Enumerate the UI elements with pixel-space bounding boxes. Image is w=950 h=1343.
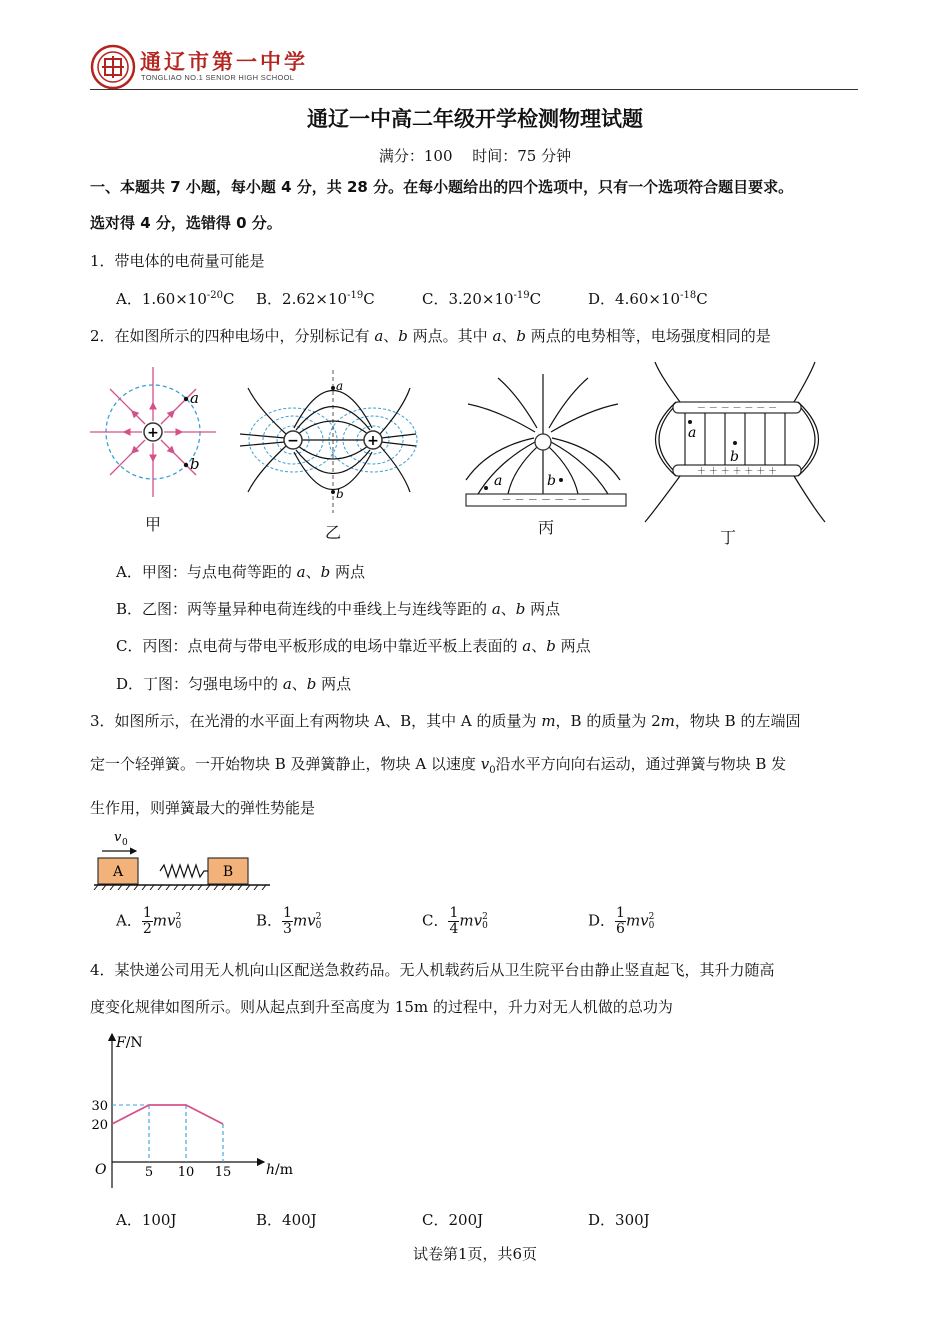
figure-label-jia: 甲: [145, 515, 162, 534]
svg-text:a: a: [336, 379, 344, 393]
svg-text:b: b: [336, 487, 344, 501]
school-name-en: TONGLIAO NO.1 SENIOR HIGH SCHOOL: [141, 73, 295, 82]
y-axis-label: F/N: [116, 1035, 143, 1051]
force-line: [112, 1105, 223, 1124]
q3-stem-line3: 生作用，则弹簧最大的弹性势能是: [90, 799, 316, 817]
q3-stem-line2: 定一个轻弹簧。一开始物块 B 及弹簧静止，物块 A 以速度 $v_0$沿水平方向向右运动，通过弹簧与物块 B 发: [90, 755, 787, 776]
y-tick-label: 20: [91, 1118, 108, 1133]
figure-parallel-plates: [640, 360, 830, 525]
svg-text:b: b: [547, 473, 556, 489]
q2-option-c: C．丙图：点电荷与带电平板形成的电场中靠近平板上表面的 a、b 两点: [116, 637, 591, 655]
q4-option-d: D．300J: [588, 1211, 650, 1229]
x-axis-label: h/m: [266, 1162, 294, 1178]
svg-text:+: +: [147, 425, 159, 441]
figure-spring-blocks: [92, 826, 272, 890]
q3-option-c: C． $\frac{1}{4}$ mv 2 0: [422, 905, 488, 937]
figure-label-bing: 丙: [538, 518, 555, 537]
figure-point-charge: [88, 365, 218, 515]
x-tick-label: 10: [177, 1165, 195, 1180]
header-divider: [90, 89, 858, 90]
q2-option-d: D．丁图：匀强电场中的 a、b 两点: [116, 675, 352, 693]
school-name-cn: 通辽市第一中学: [140, 50, 308, 74]
q1-option-a: A．$1.60\times 10^{-20}C$: [116, 290, 235, 308]
section-instructions-line2: 选对得 4 分，选错得 0 分。: [90, 214, 282, 232]
q2-stem: 2．在如图所示的四种电场中，分别标记有 a、b 两点。其中 a、b 两点的电势相等，电场强度相同的是: [90, 327, 771, 345]
svg-text:＋ ＋ ＋ ＋ ＋ ＋ ＋: ＋ ＋ ＋ ＋ ＋ ＋ ＋: [696, 467, 778, 477]
q4-stem-line2: 度变化规律如图所示。则从起点到升至高度为 15m 的过程中，升力对无人机做的总功为: [90, 998, 673, 1016]
svg-text:B: B: [222, 864, 234, 880]
page-footer: 试卷第1页，共6页: [412, 1245, 538, 1263]
figure-label-yi: 乙: [325, 523, 342, 542]
q4-option-c: C．200J: [422, 1211, 484, 1229]
svg-text:+: +: [367, 433, 379, 449]
figure-dipole: [238, 368, 418, 518]
q3-option-a: A． $\frac{1}{2}$ mv 2 0: [116, 905, 182, 937]
figure-label-ding: 丁: [720, 528, 737, 547]
svg-text:a: a: [190, 389, 199, 407]
q1-option-c: C．$3.20\times 10^{-19}C$: [422, 290, 542, 308]
svg-text:−: −: [287, 433, 299, 449]
y-tick-label: 30: [91, 1099, 108, 1114]
school-logo: [90, 44, 136, 90]
q4-option-b: B．400J: [256, 1211, 317, 1229]
exam-title: 通辽一中高二年级开学检测物理试题: [307, 107, 643, 131]
q2-option-b: B．乙图：两等量异种电荷连线的中垂线上与连线等距的 a、b 两点: [116, 600, 561, 618]
q3-option-d: D． $\frac{1}{6}$ mv 2 0: [588, 905, 655, 937]
svg-text:v: v: [114, 830, 122, 845]
svg-text:0: 0: [122, 838, 128, 848]
q1-stem: 1．带电体的电荷量可能是: [90, 252, 265, 270]
svg-text:b: b: [190, 455, 200, 473]
origin-label: O: [95, 1162, 107, 1178]
x-tick-label: 5: [144, 1165, 154, 1180]
force-height-graph: [88, 1030, 308, 1195]
q3-stem-line1: 3．如图所示，在光滑的水平面上有两物块 A、B，其中 A 的质量为 m，B 的质量为 2m，物块 B 的左端固: [90, 712, 801, 730]
figure-charge-plate: [458, 370, 633, 515]
svg-text:－ － － － － － －: － － － － － － －: [501, 495, 591, 506]
svg-text:b: b: [730, 449, 739, 465]
q1-option-b: B．$2.62\times 10^{-19}C$: [256, 290, 375, 308]
svg-text:－ － － － － － －: － － － － － － －: [696, 404, 778, 414]
q2-option-a: A．甲图：与点电荷等距的 a、b 两点: [116, 563, 365, 581]
svg-text:A: A: [112, 864, 124, 880]
q4-option-a: A．100J: [116, 1211, 177, 1229]
svg-text:a: a: [494, 473, 503, 489]
q4-stem-line1: 4．某快递公司用无人机向山区配送急救药品。无人机载药后从卫生院平台由静止竖直起飞，其升力随高: [90, 961, 775, 979]
q3-option-b: B． $\frac{1}{3}$ mv 2 0: [256, 905, 322, 937]
section-instructions-line1: 一、本题共 7 小题，每小题 4 分，共 28 分。在每小题给出的四个选项中，只有一个选项符合题目要求。: [90, 178, 794, 196]
x-tick-label: 15: [214, 1165, 232, 1180]
q1-option-d: D．$4.60\times 10^{-18}C$: [588, 290, 708, 308]
exam-subtitle: 满分：100 时间：75 分钟: [378, 147, 572, 165]
svg-text:a: a: [688, 425, 697, 441]
